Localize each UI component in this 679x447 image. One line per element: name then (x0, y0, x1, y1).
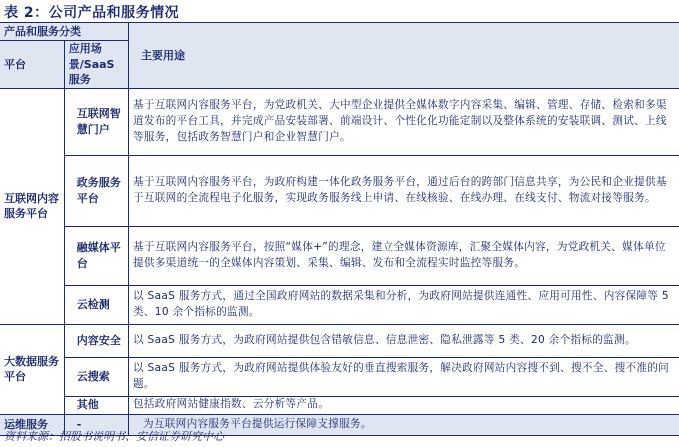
usage-cell: 以 SaaS 服务方式，为政府网站提供体验友好的垂直搜索服务，解决政府网站内容搜不到、搜不全、搜不准的问题。 (129, 357, 679, 396)
header-row-group (0, 23, 679, 41)
source-note: 资料来源：招股书说明书、安信证券研究中心 (4, 430, 224, 443)
usage-cell: 以 SaaS 服务方式，为政府网站提供包含错敏信息、信息泄密、隐私泄露等 5 类、20 余个指标的监测。 (129, 324, 679, 357)
usage-cell: 包括政府网站健康指数、云分析等产品。 (129, 396, 679, 414)
usage-cell: 以 SaaS 服务方式，通过全国政府网站的数据采集和分析，为政府网站提供连通性、应用可用性、内容保障等 5 类、10 余个指标的监测。 (129, 285, 679, 324)
table-row (0, 88, 679, 155)
scenario-cell: 政务服务平台 (64, 155, 128, 226)
scenario-cell: - (64, 414, 128, 435)
table-row (0, 396, 679, 414)
table-row (0, 324, 679, 357)
usage-cell: 基于互联网内容服务平台，为政府构建一体化政务服务平台，通过后台的跨部门信息共享，为公民和企业提供基于互联网的全流程电子化服务，实现政务服务线上申请、在线核验、在线办理、在线支付、物流对接等服务。 (129, 155, 679, 226)
scenario-cell: 其他 (64, 396, 128, 414)
platform-ops: 运维服务 (0, 414, 64, 435)
scenario-cell: 内容安全 (64, 324, 128, 357)
table-row (0, 155, 679, 226)
scenario-cell: 互联网智慧门户 (64, 88, 128, 155)
header-platform: 平台 (0, 41, 64, 89)
table-row (0, 285, 679, 324)
header-usage: 主要用途 (129, 23, 679, 88)
scenario-cell: 融媒体平台 (64, 226, 128, 285)
platform-bigdata: 大数据服务平台 (0, 324, 64, 414)
usage-cell: 为互联网内容服务平台提供运行保障支撑服务。 (129, 414, 679, 435)
table-row (0, 357, 679, 396)
scenario-cell: 云搜索 (64, 357, 128, 396)
products-table (0, 23, 679, 436)
scenario-cell: 云检测 (64, 285, 128, 324)
header-scenario: 应用场景/SaaS 服务 (64, 41, 128, 89)
header-group: 产品和服务分类 (0, 23, 129, 41)
table-title: 表 2：公司产品和服务情况 (4, 5, 180, 21)
table-row (0, 226, 679, 285)
platform-internet: 互联网内容服务平台 (0, 88, 64, 324)
usage-cell: 基于互联网内容服务平台，为党政机关、大中型企业提供全媒体数字内容采集、编辑、管理、存储、检索和多渠道发布的平台工具，并完成产品安装部署、前端设计、个性化化功能定制以及整体系统的安装联调、测试、上线等服务，包括政务智慧门户和企业智慧门户。 (133, 99, 667, 143)
usage-cell: 基于互联网内容服务平台，按照“媒体+”的理念，建立全媒体资源库，汇聚全媒体内容，为党政机关、媒体单位提供多渠道统一的全媒体内容策划、采集、编辑、发布和全流程实时监控等服务。 (129, 226, 679, 285)
